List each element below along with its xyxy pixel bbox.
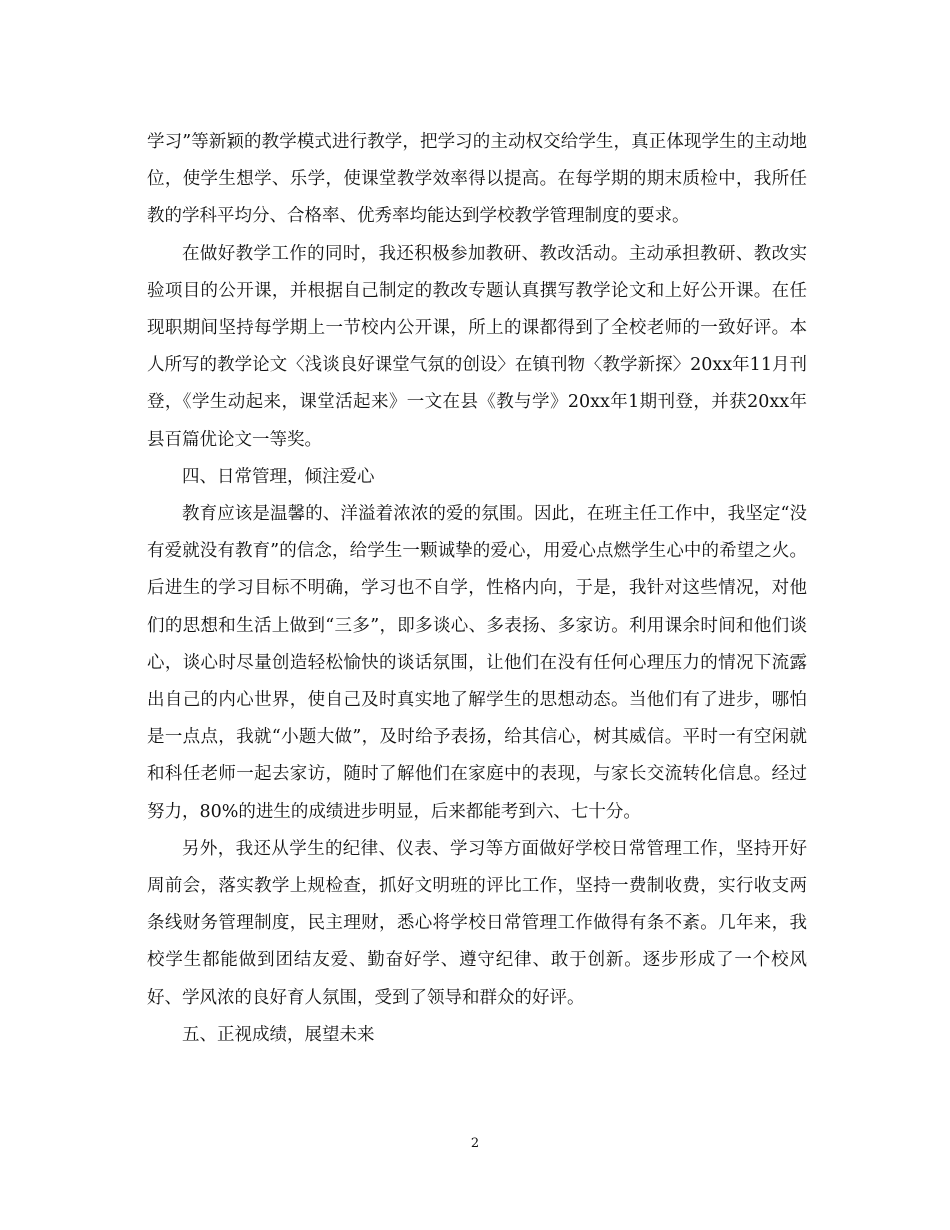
section-heading-daily-management: 四、日常管理，倾注爱心 — [182, 466, 375, 487]
paragraph-teaching-research: 在做好教学工作的同时，我还积极参加教研、教改活动。主动承担教研、教改实验项目的公开课，并根据自己制定的教改专题认真撰写教学论文和上好公开课。在任现职期间坚持每学期上一节校内公开课，所上的课都得到了全校老师的一致好评。本人所写的教学论文〈浅谈良好课堂气氛的创设〉在镇刊物〈教学新探〉20xx年11月刊登，《学生动起来，课堂活起来》一文在县《教与学》20xx年1期刊登，并获20xx年县百篇优论文一等奖。 — [147, 243, 807, 450]
body-text — [147, 124, 807, 1054]
page-number: 2 — [470, 1136, 480, 1151]
section-heading-future-outlook: 五、正视成绩，展望未来 — [182, 1024, 375, 1045]
paragraph-school-management: 另外，我还从学生的纪律、仪表、学习等方面做好学校日常管理工作，坚持开好周前会，落实教学上规检查，抓好文明班的评比工作，坚持一费制收费，实行收支两条线财务管理制度，民主理财，悉心将学校日常管理工作做得有条不紊。几年来，我校学生都能做到团结友爱、勤奋好学、遵守纪律、敢于创新。逐步形成了一个校风好、学风浓的良好育人氛围，受到了领导和群众的好评。 — [147, 838, 807, 1008]
paragraph-caring-for-students: 教育应该是温馨的、洋溢着浓浓的爱的氛围。因此，在班主任工作中，我坚定“没有爱就没有教育”的信念，给学生一颗诚挚的爱心，用爱心点燃学生心中的希望之火。后进生的学习目标不明确，学习也不自学，性格内向，于是，我针对这些情况，对他们的思想和生活上做到“三多”，即多谈心、多表扬、多家访。利用课余时间和他们谈心，谈心时尽量创造轻松愉快的谈话氛围，让他们在没有任何心理压力的情况下流露出自己的内心世界，使自己及时真实地了解学生的思想动态。当他们有了进步，哪怕是一点点，我就“小题大做”，及时给予表扬，给其信心，树其威信。平时一有空闲就和科任老师一起去家访，随时了解他们在家庭中的表现，与家长交流转化信息。经过努力，80%的进生的成绩进步明显，后来都能考到六、七十分。 — [147, 504, 807, 822]
paragraph-continuation: 学习”等新颖的教学模式进行教学，把学习的主动权交给学生，真正体现学生的主动地位，使学生想学、乐学，使课堂教学效率得以提高。在每学期的期末质检中，我所任教的学科平均分、合格率、优秀率均能达到学校教学管理制度的要求。 — [147, 132, 807, 227]
